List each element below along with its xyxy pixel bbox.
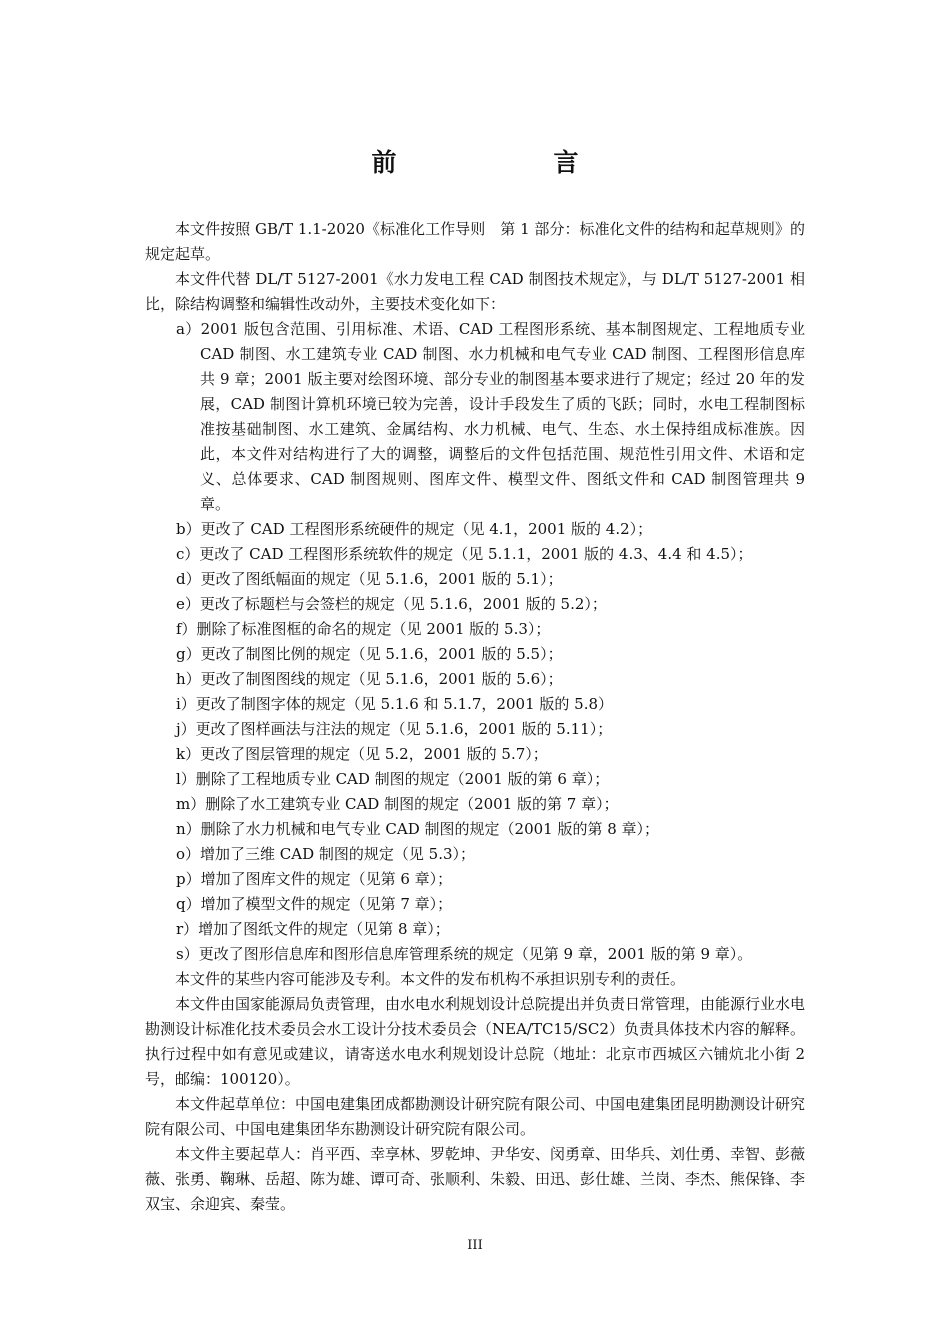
drafting-units-paragraph: 本文件起草单位：中国电建集团成都勘测设计研究院有限公司、中国电建集团昆明勘测设计研究院有限公司、中国电建集团华东勘测设计研究院有限公司。 bbox=[145, 1095, 806, 1138]
list-item: k）更改了图层管理的规定（见 5.2，2001 版的 5.7）； bbox=[176, 745, 548, 763]
patent-notice-paragraph: 本文件的某些内容可能涉及专利。本文件的发布机构不承担识别专利的责任。 bbox=[175, 970, 686, 988]
list-item: f）删除了标准图框的命名的规定（见 2001 版的 5.3）； bbox=[176, 620, 551, 638]
list-item: s）更改了图形信息库和图形信息库管理系统的规定（见第 9 章，2001 版的第 9 章）。 bbox=[176, 945, 753, 963]
list-item: b）更改了 CAD 工程图形系统硬件的规定（见 4.1，2001 版的 4.2）； bbox=[176, 520, 653, 538]
page-title: 前 言 bbox=[371, 148, 645, 177]
list-item: o）增加了三维 CAD 制图的规定（见 5.3）； bbox=[176, 845, 476, 863]
list-item: n）删除了水力机械和电气专业 CAD 制图的规定（2001 版的第 8 章）； bbox=[176, 820, 660, 838]
technical-changes-list bbox=[145, 317, 805, 967]
list-item: g）更改了制图比例的规定（见 5.1.6，2001 版的 5.5）； bbox=[176, 645, 563, 663]
list-item: q）增加了模型文件的规定（见第 7 章）； bbox=[176, 895, 453, 913]
list-item: m）删除了水工建筑专业 CAD 制图的规定（2001 版的第 7 章）； bbox=[176, 795, 619, 813]
document-body bbox=[145, 217, 805, 1217]
list-item: l）删除了工程地质专业 CAD 制图的规定（2001 版的第 6 章）； bbox=[176, 770, 610, 788]
list-item: a）2001 版包含范围、引用标准、术语、CAD 工程图形系统、基本制图规定、工程地质专业 CAD 制图、水工建筑专业 CAD 制图、水力机械和电气专业 CAD 制图、工程图形信息库共 9 章；2001 版主要对绘图环境、部分专业的制图基本要求进行了规定；经过 20 年的发展，CAD 制图计算机环境已较为完善，设计手段发生了质的飞跃；同时，水电工程制图标准按基础制图、水工建筑、金属结构、水力机械、电气、生态、水土保持组成标准族。因此，本文件对结构进行了大的调整，调整后的文件包括范围、规范性引用文件、术语和定义、总体要求、CAD 制图规则、图库文件、模型文件、图纸文件和 CAD 制图管理共 9 章。 bbox=[176, 320, 805, 513]
intro-paragraph: 本文件按照 GB/T 1.1-2020《标准化工作导则 第 1 部分：标准化文件的结构和起草规则》的规定起草。 bbox=[145, 220, 805, 263]
list-item: d）更改了图纸幅面的规定（见 5.1.6，2001 版的 5.1）； bbox=[176, 570, 563, 588]
intro-paragraph: 本文件代替 DL/T 5127-2001《水力发电工程 CAD 制图技术规定》，与 DL/T 5127-2001 相比，除结构调整和编辑性改动外，主要技术变化如下： bbox=[145, 270, 805, 313]
list-item: h）更改了制图图线的规定（见 5.1.6，2001 版的 5.6）； bbox=[176, 670, 563, 688]
drafters-paragraph: 本文件主要起草人：肖平西、幸享林、罗乾坤、尹华安、闵勇章、田华兵、刘仕勇、幸智、彭薇薇、张勇、鞠琳、岳超、陈为雄、谭可奇、张顺利、朱毅、田迅、彭仕雄、兰岗、李杰、熊保锋、李双宝、余迎宾、秦莹。 bbox=[145, 1145, 806, 1213]
list-item: i）更改了制图字体的规定（见 5.1.6 和 5.1.7，2001 版的 5.8） bbox=[176, 695, 614, 713]
page-number: III bbox=[467, 1238, 483, 1253]
list-item: r）增加了图纸文件的规定（见第 8 章）； bbox=[176, 920, 450, 938]
management-paragraph: 本文件由国家能源局负责管理，由水电水利规划设计总院提出并负责日常管理，由能源行业水电勘测设计标准化技术委员会水工设计分技术委员会（NEA/TC15/SC2）负责具体技术内容的解释。执行过程中如有意见或建议，请寄送水电水利规划设计总院（地址：北京市西城区六铺炕北小街 2 号，邮编：100120）。 bbox=[145, 995, 806, 1088]
list-item: e）更改了标题栏与会签栏的规定（见 5.1.6，2001 版的 5.2）； bbox=[176, 595, 607, 613]
list-item: p）增加了图库文件的规定（见第 6 章）； bbox=[176, 870, 453, 888]
list-item: c）更改了 CAD 工程图形系统软件的规定（见 5.1.1，2001 版的 4.3、4.4 和 4.5）； bbox=[176, 545, 753, 563]
list-item: j）更改了图样画法与注法的规定（见 5.1.6，2001 版的 5.11）； bbox=[176, 720, 613, 738]
